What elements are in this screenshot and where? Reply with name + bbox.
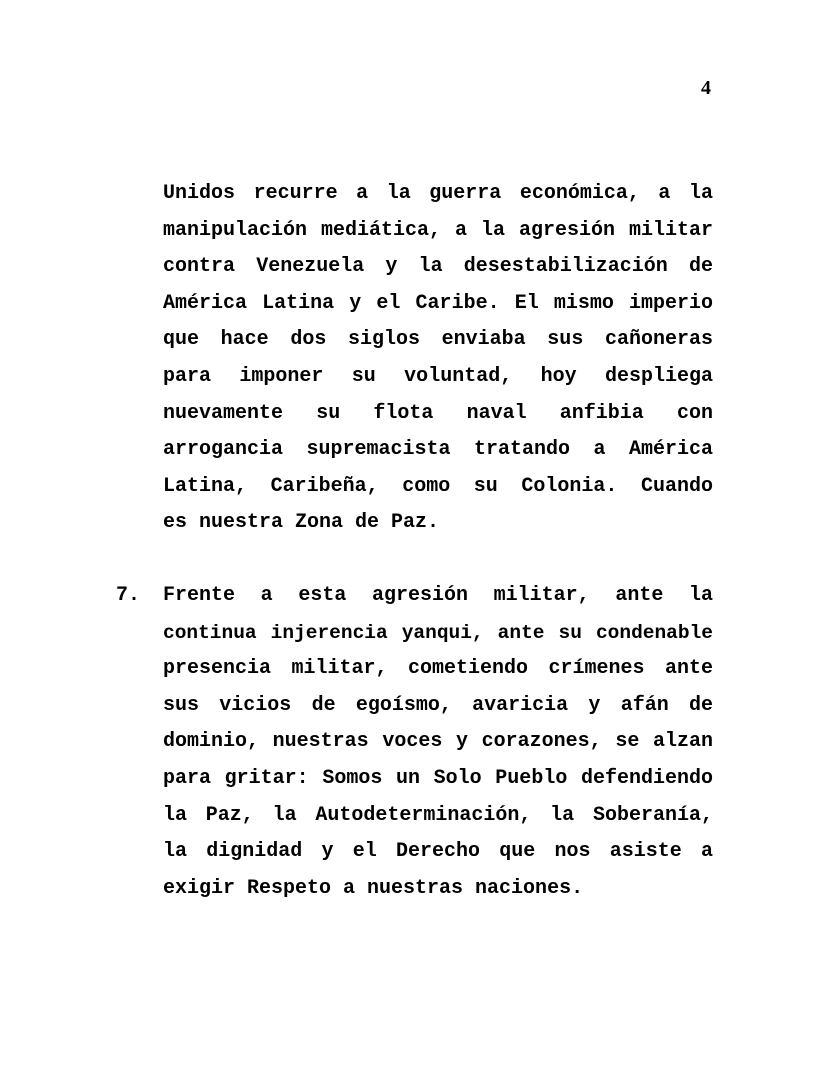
paragraph-line: Frente a esta agresión militar, ante la <box>163 584 713 607</box>
paragraph-line: la dignidad y el Derecho que nos asiste a <box>163 840 713 864</box>
paragraph-line: para imponer su voluntad, hoy despliega <box>163 364 713 388</box>
paragraph-line: Latina, Caribeña, como su Colonia. Cuando <box>163 474 713 498</box>
paragraph-line: América Latina y el Caribe. El mismo imperio <box>163 291 713 315</box>
paragraph-line: sus vicios de egoísmo, avaricia y afán de <box>163 693 713 717</box>
paragraph-line: la Paz, la Autodeterminación, la Soberanía, <box>163 803 713 827</box>
paragraph-line: para gritar: Somos un Solo Pueblo defendiendo <box>163 766 713 790</box>
page-number: 4 <box>701 77 711 99</box>
paragraph-line: Unidos recurre a la guerra económica, a la <box>163 182 713 205</box>
paragraph-number: 7. <box>116 584 141 607</box>
paragraph-line: nuevamente su flota naval anfibia con <box>163 401 713 425</box>
paragraph-line: continua injerencia yanqui, ante su condenable <box>163 621 713 644</box>
paragraph-line: exigir Respeto a nuestras naciones. <box>163 876 584 900</box>
paragraph-line: dominio, nuestras voces y corazones, se alzan <box>163 730 713 754</box>
paragraph-line: manipulación mediática, a la agresión militar <box>163 218 713 242</box>
paragraph-line: arrogancia supremacista tratando a América <box>163 438 713 462</box>
paragraph-line: presencia militar, cometiendo crímenes ante <box>163 657 713 681</box>
paragraph-line: que hace dos siglos enviaba sus cañoneras <box>163 328 713 352</box>
paragraph-7 <box>163 578 713 907</box>
paragraph-continued <box>163 176 713 542</box>
paragraph-line: es nuestra Zona de Paz. <box>163 511 440 535</box>
paragraph-line: contra Venezuela y la desestabilización de <box>163 255 713 279</box>
